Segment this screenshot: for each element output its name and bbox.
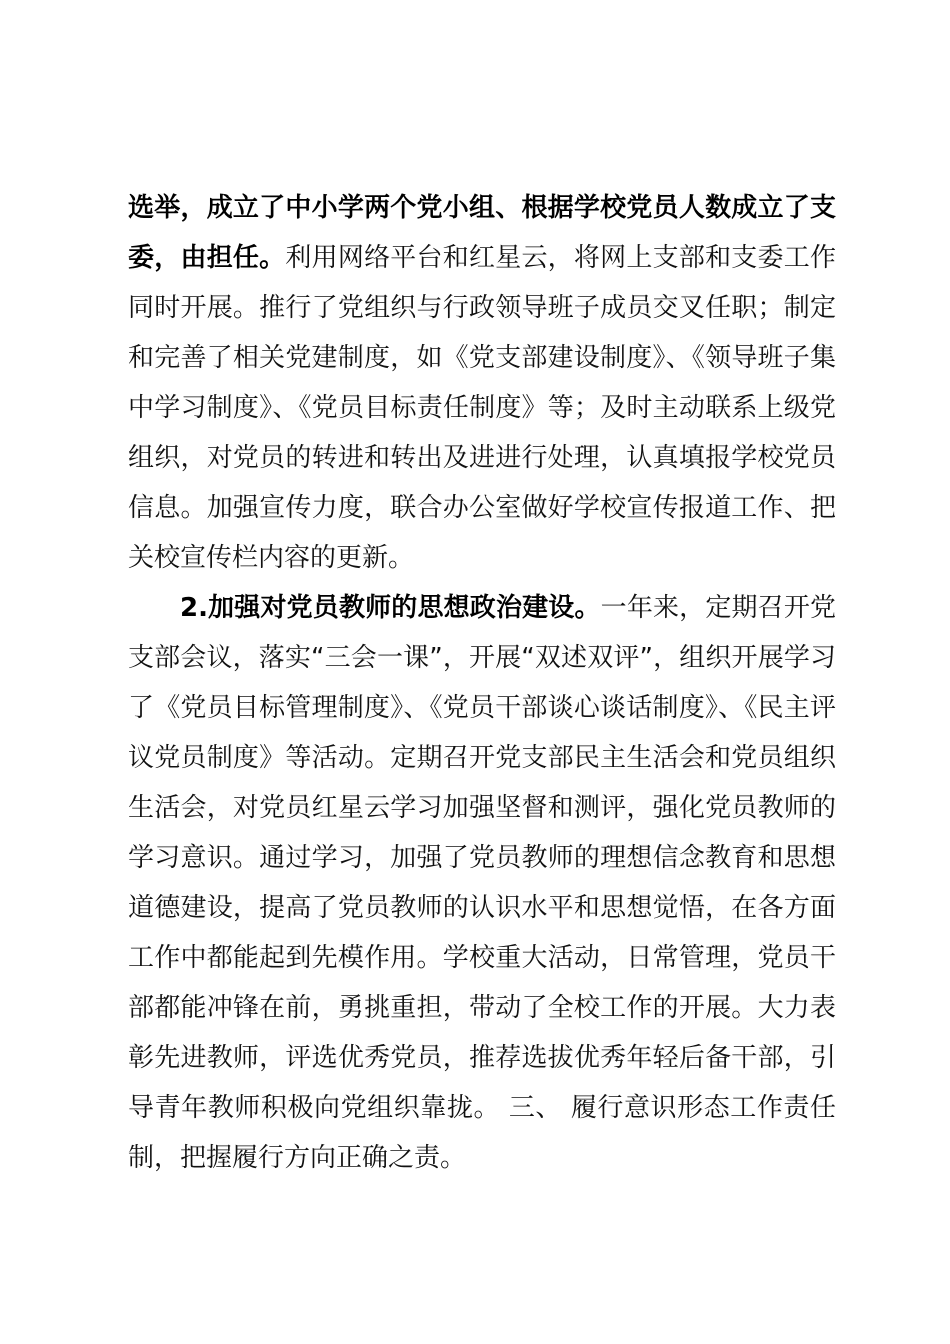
paragraph-1-body: 利用网络平台和红星云，将网上支部和支委工作同时开展。推行了党组织与行政领导班子成员交叉任职；制定和完善了相关党建制度，如《党支部建设制度》、《领导班子集中学习制度》、《党员目标责任制度》等；及时主动联系上级党组织，对党员的转进和转出及进进行处理，认真填报学校党员信息。加强宣传力度，联合办公室做好学校宣传报道工作、把关校宣传栏内容的更新。: [128, 243, 836, 573]
paragraph-2: [128, 583, 836, 1183]
document-body: [128, 183, 836, 1183]
paragraph-1-bold-lead: 选举，成立了中小学两个党小组、根据学校党员人数成立了支委，由担任。: [128, 193, 836, 273]
paragraph-2-bold-lead: 2.加强对党员教师的思想政治建设。: [180, 593, 601, 623]
paragraph-1: [128, 183, 836, 583]
paragraph-2-body: 一年来，定期召开党支部会议，落实“三会一课”，开展“双述双评”，组织开展学习了《党员目标管理制度》、《党员干部谈心谈话制度》、《民主评议党员制度》等活动。定期召开党支部民主生活会和党员组织生活会，对党员红星云学习加强坚督和测评，强化党员教师的学习意识。通过学习，加强了党员教师的理想信念教育和思想道德建设，提高了党员教师的认识水平和思想觉悟，在各方面工作中都能起到先模作用。学校重大活动，日常管理，党员干部都能冲锋在前，勇挑重担，带动了全校工作的开展。大力表彰先进教师，评选优秀党员，推荐选拔优秀年轻后备干部，引导青年教师积极向党组织靠拢。 三、 履行意识形态工作责任制，把握履行方向正确之责。: [128, 593, 836, 1173]
